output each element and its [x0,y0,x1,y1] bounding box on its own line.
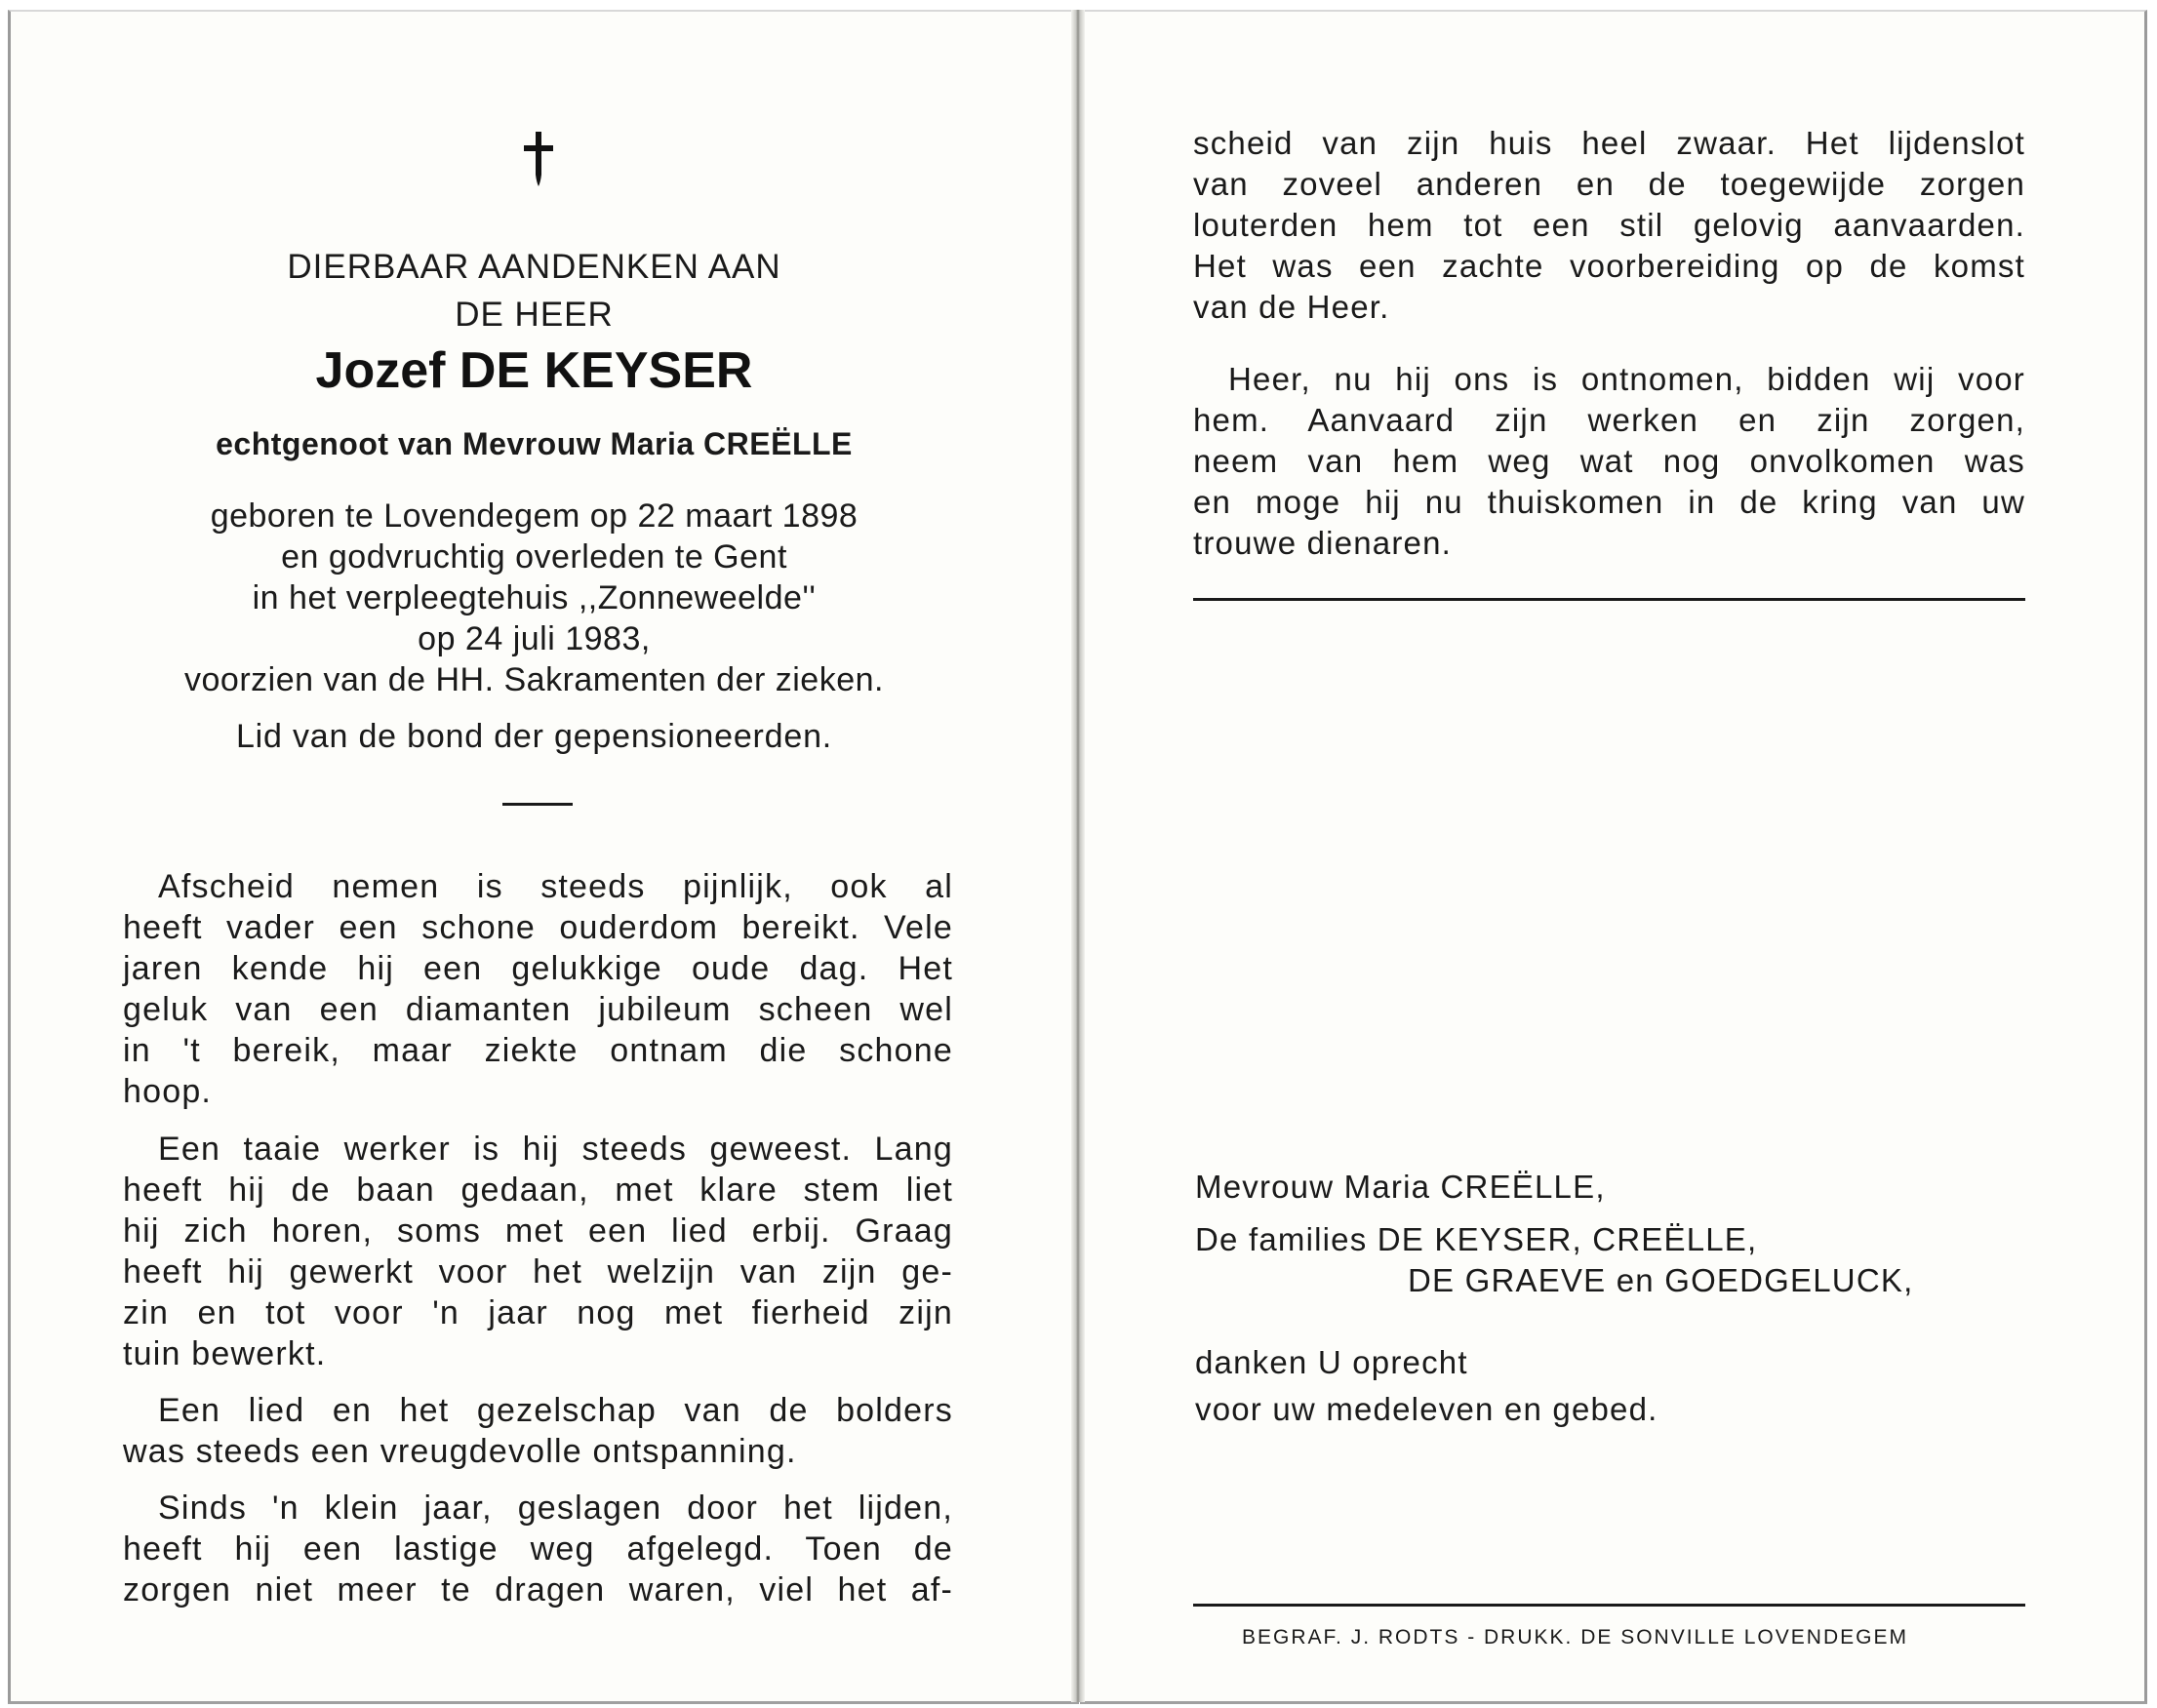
paragraph-line: zorgen niet meer te dragen waren, viel het af- [123,1571,953,1609]
bio-line: geboren te Lovendegem op 22 maart 1898 [210,497,859,535]
printer-credit: BEGRAF. J. RODTS - DRUKK. DE SONVILLE LOVENDEGEM [1242,1626,1908,1648]
paragraph-line: tuin bewerkt. [123,1335,327,1372]
paragraph-line: heeft hij gewerkt voor het welzijn van zijn ge- [123,1253,953,1291]
header-line-1: DIERBAAR AANDENKEN AAN [287,248,781,286]
thanks-line-4: danken U oprecht [1195,1344,1468,1380]
paragraph-line: in 't bereik, maar ziekte ontnam die schone [123,1032,953,1069]
paragraph-line: neem van hem weg wat nog onvolkomen was [1193,443,2025,479]
paragraph-line: trouwe dienaren. [1193,525,1453,561]
paragraph-line: heeft hij de baan gedaan, met klare stem liet [123,1172,953,1209]
paragraph-line: was steeds een vreugdevolle ontspanning. [123,1433,797,1470]
paragraph-line: scheid van zijn huis heel zwaar. Het lijdenslot [1193,125,2025,161]
paragraph-line: Het was een zachte voorbereiding op de komst [1193,248,2025,284]
bio-line: in het verpleegtehuis ,,Zonneweelde'' [252,579,817,616]
cross-icon [523,132,554,186]
paragraph-line: Sinds 'n klein jaar, geslagen door het lijden, [158,1490,953,1527]
paragraph-line: en moge hij nu thuiskomen in de kring van uw [1193,484,2025,520]
card-fold [1071,10,1085,1702]
paragraph-line: zin en tot voor 'n jaar nog met fierheid zijn [123,1294,953,1331]
deceased-name: Jozef DE KEYSER [315,342,753,399]
paragraph-line: hij zich horen, soms met een lied erbij. Graag [123,1212,953,1250]
paragraph-line: Afscheid nemen is steeds pijnlijk, ook al [158,868,953,905]
paragraph-line: heeft vader een schone ouderdom bereikt. Vele [123,909,953,946]
paragraph-line: Heer, nu hij ons is ontnomen, bidden wij voor [1228,361,2025,397]
bio-line: voorzien van de HH. Sakramenten der zieken. [184,661,884,698]
header-line-2: DE HEER [455,296,614,334]
short-divider [502,803,573,806]
membership-line: Lid van de bond der gepensioneerden. [235,718,833,755]
paragraph-line: hem. Aanvaard zijn werken en zijn zorgen, [1193,402,2025,438]
paragraph-line: heeft hij een lastige weg afgelegd. Toen de [123,1530,953,1568]
thanks-line-2: De families DE KEYSER, CREËLLE, [1195,1221,1758,1257]
paragraph-line: geluk van een diamanten jubileum scheen wel [123,991,953,1028]
thanks-line-5: voor uw medeleven en gebed. [1195,1391,1658,1427]
paragraph-line: jaren kende hij een gelukkige oude dag. Het [123,950,953,987]
paragraph-line: Een taaie werker is hij steeds geweest. Lang [158,1131,953,1168]
thanks-line-3: DE GRAEVE en GOEDGELUCK, [1408,1262,1914,1298]
paragraph-line: van de Heer. [1193,289,1390,325]
spouse-line: echtgenoot van Mevrouw Maria CREËLLE [216,426,853,461]
paragraph-line: Een lied en het gezelschap van de bolders [158,1392,953,1429]
long-divider [1193,598,2025,601]
paragraph-line: van zoveel anderen en de toegewijde zorgen [1193,166,2025,202]
bio-line: en godvruchtig overleden te Gent [281,538,787,576]
paragraph-line: hoop. [123,1073,213,1110]
footer-divider [1193,1604,2025,1607]
paragraph-line: louterden hem tot een stil gelovig aanvaarden. [1193,207,2025,243]
thanks-line-1: Mevrouw Maria CREËLLE, [1195,1169,1606,1205]
bio-line: op 24 juli 1983, [418,620,651,657]
